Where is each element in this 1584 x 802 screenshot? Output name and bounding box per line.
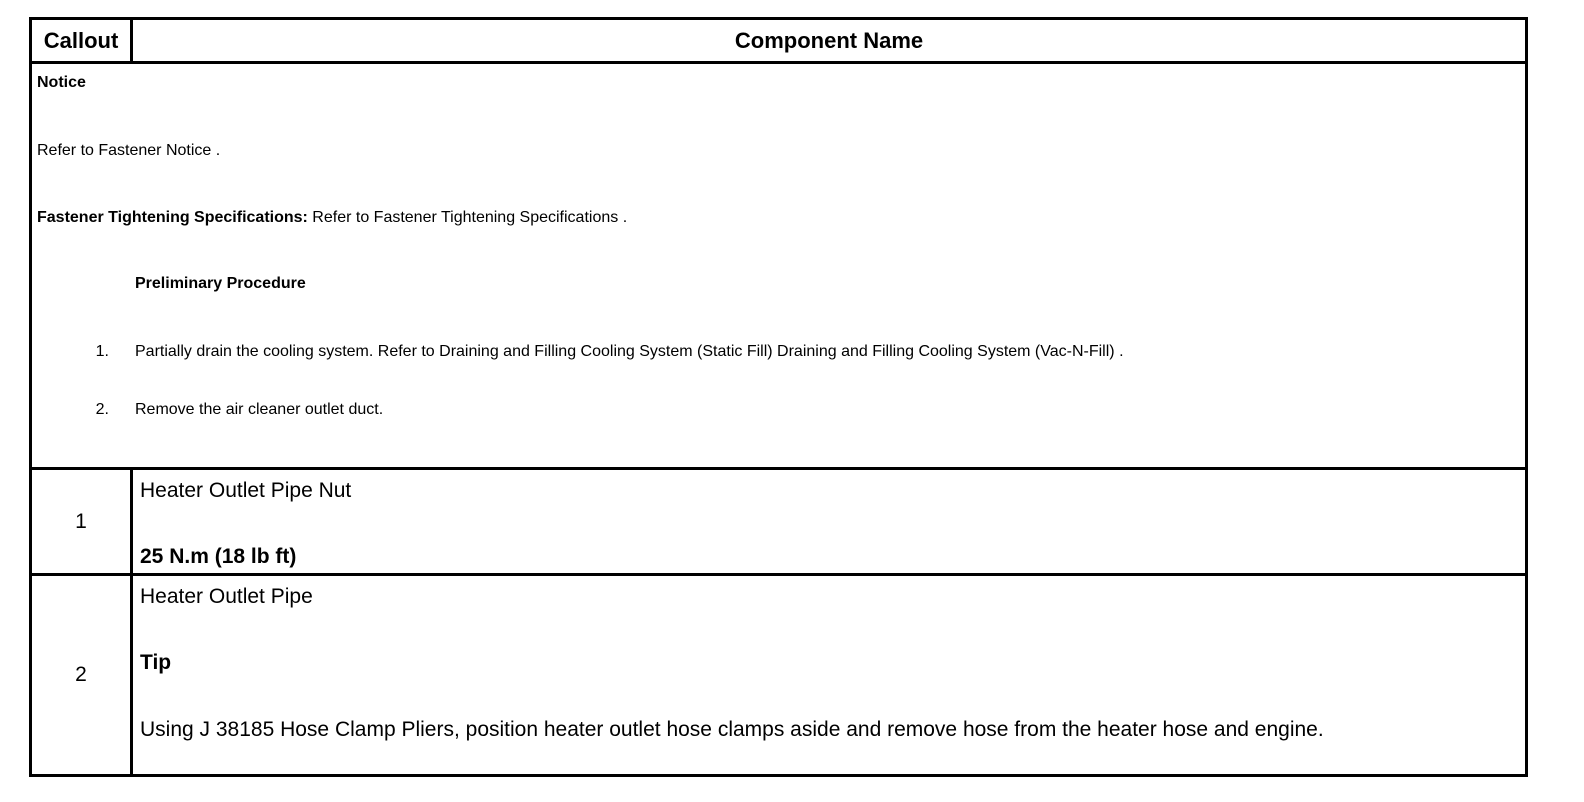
item-component-cell [133,576,1525,774]
header-component-name: Component Name [734,27,924,53]
preliminary-procedure-title: Preliminary Procedure [135,275,306,292]
header-callout: Callout [32,20,133,61]
item-name: Heater Outlet Pipe Nut [140,479,352,502]
tip-text: Using J 38185 Hose Clamp Pliers, position heater outlet hose clamps aside and remove hose from the heater hose and engine. [140,718,1324,741]
step-number: 1. [95,343,109,360]
torque-spec: 25 N.m (18 lb ft) [140,545,297,568]
fastener-notice-text: Refer to Fastener Notice . [37,142,221,159]
table-row [32,467,1525,573]
step-number: 2. [95,401,109,418]
step-text: Partially drain the cooling system. Refer to Draining and Filling Cooling System (Static Fill) Draining and Filling Cooling System (Vac-N-Fill) . [135,343,1124,360]
procedure-table [29,17,1528,777]
table-header-row [32,20,1525,61]
fastener-spec-text: Refer to Fastener Tightening Specifications . [307,209,628,226]
notice-title: Notice [37,74,86,91]
item-callout: 1 [32,470,133,573]
step-text: Remove the air cleaner outlet duct. [135,401,384,418]
item-name: Heater Outlet Pipe [140,585,313,608]
item-callout: 2 [32,576,133,774]
fastener-spec-line [37,206,627,230]
fastener-spec-label: Fastener Tightening Specifications: [37,209,308,226]
item-component-cell [133,470,1525,573]
table-row [32,573,1525,774]
tip-title: Tip [140,651,172,674]
notice-row [32,61,1525,467]
